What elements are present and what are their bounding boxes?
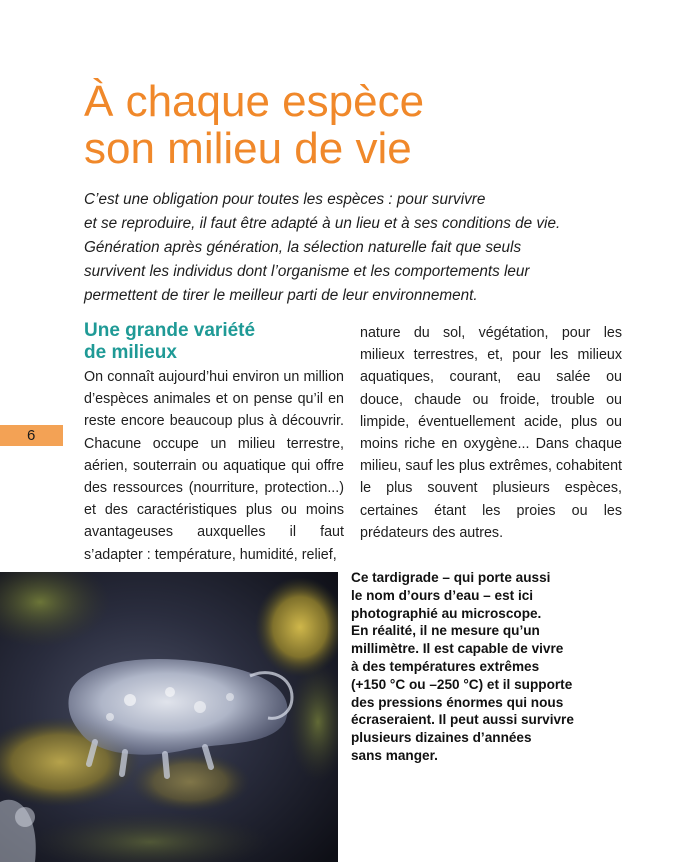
title-line-2: son milieu de vie [84, 124, 412, 173]
caption-line: sans manger. [351, 747, 438, 763]
body-column-2: nature du sol, végétation, pour les milieux terrestres, et, pour les milieux aquatiques, courant, eau salée ou douce, chaude ou froide, trouble ou limpide, éventuellement acide, plus ou moins riche en oxygène... Dans chaque milieu, sauf les plus extrêmes, cohabitent le plus souvent plusieurs espèces, certaines étant les proies ou les prédateurs des autres. [360, 325, 622, 541]
section-heading-line-2: de milieux [84, 342, 177, 363]
caption-line: à des températures extrêmes [351, 658, 540, 674]
intro-line: survivent les individus dont l’organisme et les comportements leur [84, 263, 530, 280]
page-title [84, 78, 644, 172]
caption-line: le nom d’ours d’eau – est ici [351, 587, 534, 603]
intro-line: C’est une obligation pour toutes les espèces : pour survivre [84, 191, 486, 208]
tardigrade-microscope-image [0, 572, 338, 862]
caption-line: Ce tardigrade – qui porte aussi [351, 570, 551, 585]
caption-line: photographié au microscope. [351, 605, 542, 621]
page-number: 6 [27, 427, 36, 444]
section-heading-line-1: Une grande variété [84, 320, 256, 341]
body-column-1: On connaît aujourd’hui environ un million d’espèces animales et on pense qu’il en reste encore beaucoup plus à découvrir. Chacune occupe un milieu terrestre, aérien, souterrain ou aquatique qui offre des ressources (nourriture, protection...) et des caractéristiques plus ou moins avantageuses auxquelles il faut s’adapter : température, humidité, relief, [84, 369, 344, 563]
caption-line: des pressions énormes qui nous [351, 694, 564, 710]
intro-line: Génération après génération, la sélection naturelle fait que seuls [84, 239, 522, 256]
section-heading [84, 320, 344, 364]
intro-paragraph [84, 188, 644, 308]
photo-caption [351, 569, 651, 765]
tardigrade-photo [0, 572, 338, 862]
caption-line: En réalité, il ne mesure qu’un [351, 623, 540, 639]
intro-line: et se reproduire, il faut être adapté à un lieu et à ses conditions de vie. [84, 215, 561, 232]
caption-line: plusieurs dizaines d’années [351, 730, 532, 746]
caption-line: millimètre. Il est capable de vivre [351, 641, 564, 657]
caption-line: écraseraient. Il peut aussi survivre [351, 712, 574, 728]
intro-line: permettent de tirer le meilleur parti de leur environnement. [84, 287, 478, 304]
caption-line: (+150 °C ou –250 °C) et il supporte [351, 676, 573, 692]
title-line-1: À chaque espèce [84, 77, 425, 126]
